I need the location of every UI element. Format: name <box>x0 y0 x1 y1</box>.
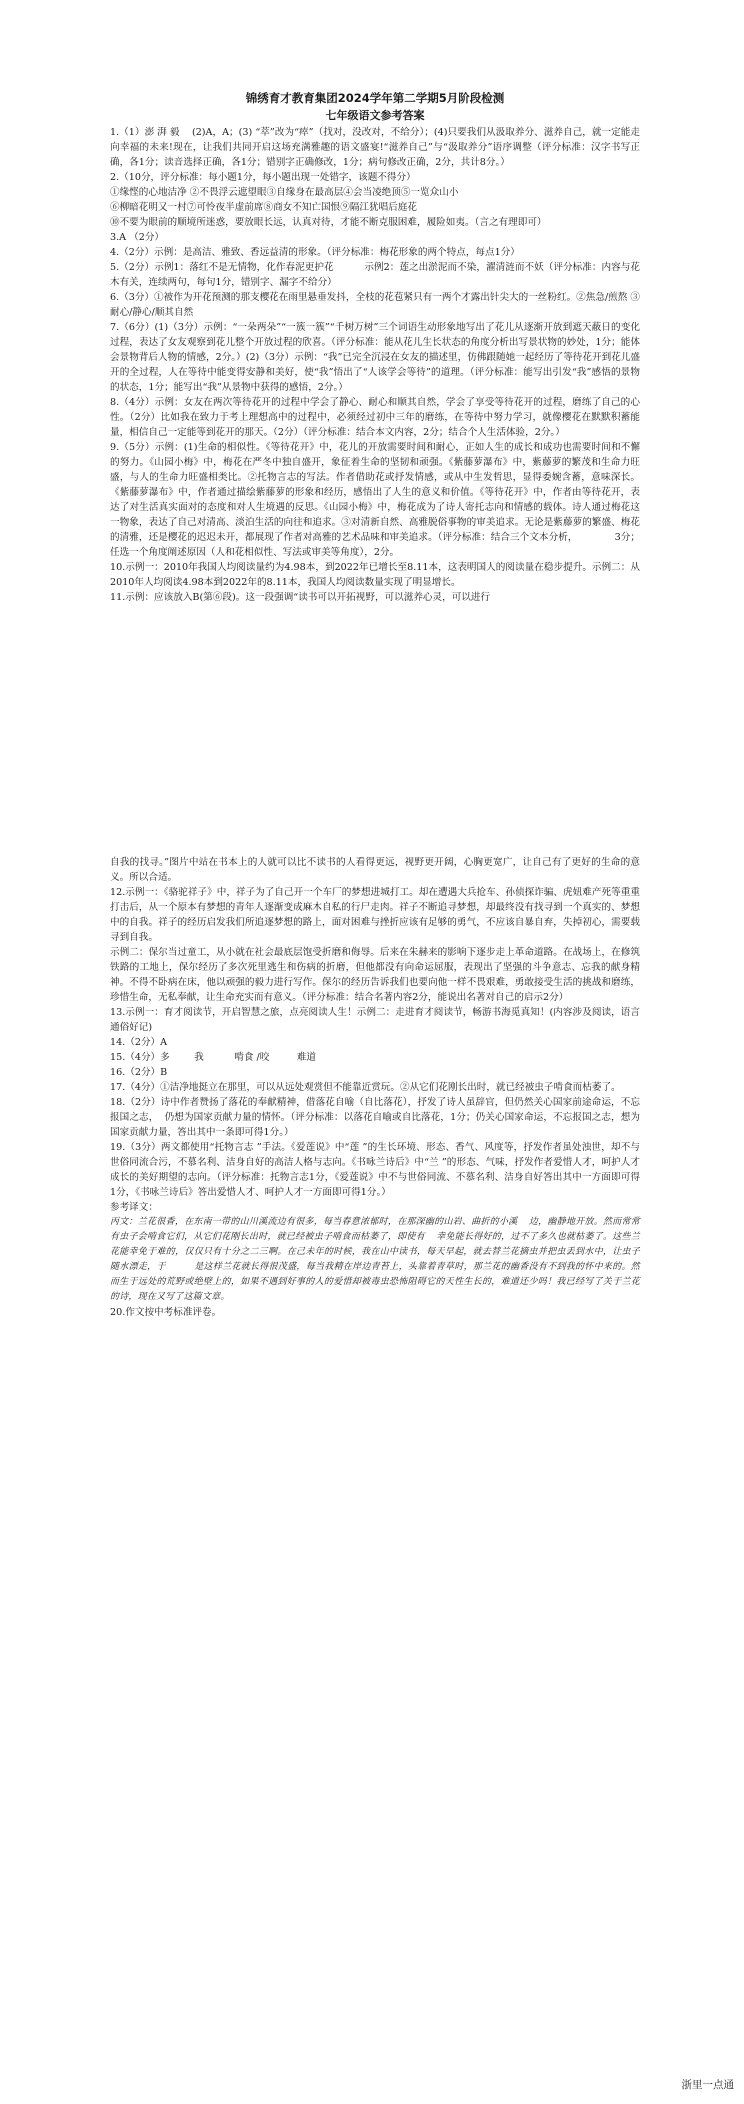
answer-12-example-2: 示例二：保尔当过童工，从小就在社会最底层饱受折磨和侮辱。后来在朱赫来的影响下逐步走上革命道路。在战场上，在修筑铁路的工地上，保尔经历了多次死里逃生和伤病的折磨，但他都没有向命运屈服，表现出了坚强的斗争意志、忘我的献身精神。不得不卧病在床，他以顽强的毅力进行写作。保尔的经历告诉我们也要向他一样不畏艰难，勇敢接受生活的挑战和磨练，珍惜生命，无私奉献，让生命充实而有意义。（评分标准：结合名著内容2分，能说出名著对自己的启示2分） <box>110 947 640 1003</box>
answer-17: 17.（4分）①洁净地挺立在那里，可以从远处观赏但不能靠近赏玩。②从它们花刚长出时，就已经被虫子啃食而枯萎了。 <box>110 1082 621 1093</box>
answer-6: 6.（3分）①被作为开花预测的那支樱花在雨里悬垂发抖，全枝的花苞紧只有一两个才露出针尖大的一丝粉红。②焦急/煎熬 ③耐心/静心/顺其自然 <box>110 292 641 318</box>
answer-2: 2.（10分，评分标准：每小题1分，每小题出现一处错字，该题不得分） ①缘悭的心地洁净 ②不畏浮云遮望眼③自缘身在最高层④会当凌绝顶⑤一览众山小 ⑥柳暗花明又一村⑦可怜夜半虚前席⑧商女不知亡国恨⑨隔江犹唱后庭花 ⑩不要为眼前的顺境所迷惑，要放眼长远，认真对待，才能不断克服困难，履险如夷。（言之有理即可） <box>110 172 547 228</box>
blank-gap <box>110 605 640 855</box>
answer-16: 16.（2分）B <box>110 1067 168 1078</box>
answers-section-bottom <box>110 855 640 1320</box>
answer-12-example-1: 12.示例一：《骆驼祥子》中，祥子为了自己开一个车厂的梦想进城打工。却在遭遇大兵抢车、孙侦探诈骗、虎妞难产死等重重打击后，从一个原本有梦想的青年人逐渐变成麻木自私的行尸走肉。祥子不断追寻梦想，却最终没有找寻到一个真实的、梦想中的自我。祥子的经历启发我们所追逐梦想的路上，面对困难与挫折应该有足够的勇气，不应该自暴自弃，失掉初心，需要载寻到自我。 <box>110 887 640 943</box>
answer-8: 8.（4分）示例：女友在两次等待花开的过程中学会了静心、耐心和顺其自然，学会了享受等待花开的过程，磨练了自己的心性。（2分）比如我在致力于考上理想高中的过程中，必须经过初中三年的磨练，在等待中努力学习，就像樱花在默默积蓄能量，相信自己一定能等到花开的那天。（2分）（评分标准：结合本文内容，2分；结合个人生活体验，2分。） <box>110 397 640 438</box>
answer-10: 10.示例一：2010年我国人均阅读量约为4.98本，到2022年已增长至8.11本，这表明国人的阅读量在稳步提升。示例二：从2010年人均阅读4.98本到2022年的8.11本，我国人均阅读数量实现了明显增长。 <box>110 562 640 588</box>
answer-4: 4.（2分）示例：是高洁、雅致、香远益清的形象。（评分标准：梅花形象的两个特点，每点1分） <box>110 247 520 258</box>
answer-11-end: 自我的找寻。”图片中站在书本上的人就可以比不读书的人看得更远，视野更开阔，心胸更宽广，让自己有了更好的生命的意义。所以合适。 <box>110 857 640 883</box>
document-subtitle: 七年级语文参考答案 <box>325 109 425 122</box>
answer-7: 7.（6分）(1)（3分）示例：“一朵两朵”“一簇一簇”“千树万树”三个词语生动形象地写出了花儿从逐渐开放到遮天蔽日的变化过程，表达了女友观察到花儿整个开放过程的欣喜。（评分标准：能从花儿生长状态的角度分析出写景状物的妙处，1分；能体会景物背后人物的情感，2分。）(2)（3分）示例：“我”已完全沉浸在女友的描述里，仿佛跟随她一起经历了等待花开到花儿盛开的全过程，人在等待中能变得安静和美好，使“我”悟出了“人该学会等待”的道理。（评分标准：能写出引发“我”感悟的景物的状态，1分；能写出“我”从景物中获得的感悟，2分。） <box>110 322 640 393</box>
answer-11-start: 11.示例：应该放入B(第⑥段)。这一段强调“读书可以开拓视野，可以滋养心灵，可以进行 <box>110 592 491 603</box>
answer-5: 5.（2分）示例1：落红不是无情物，化作春泥更护花 示例2：莲之出淤泥而不染，濯清涟而不妖（评分标准：内容与花木有关，连续两句，每句1分，错别字、漏字不给分） <box>110 262 640 288</box>
watermark-text: 浙里一点通 <box>681 2079 734 2091</box>
document-title: 锦绣育才教育集团2024学年第二学期5月阶段检测 <box>245 91 505 105</box>
answer-14: 14.（2分）A <box>110 1037 168 1048</box>
answer-19: 19.（3分）两文都使用“托物言志 ”手法。《爱莲说》中“莲 ”的生长环境、形态、香气、风度等，抒发作者虽处浊世，却不与世俗同流合污，不慕名利、洁身自好的高洁人格与志向。《书咏兰诗后》中“兰 ”的形态、气味，抒发作者爱惜人才，呵护人才成长的美好期望的志向。（评分标准：托物言志1分，《爱莲说》中不与世俗同流、不慕名利、洁身自好答出其中一方面即可得1分，《书咏兰诗后》答出爱惜人才、呵护人才一方面即可得1分。） <box>110 1142 640 1198</box>
answer-sheet <box>110 90 640 1320</box>
answer-15: 15.（4分）多 我 啃食 /咬 难道 <box>110 1052 316 1063</box>
answer-1: 1.（1）澎 湃 毅 (2)A，A；(3) “萃”改为“瘁”（找对，没改对，不给分）；(4)只要我们从汲取养分、滋养自己，就一定能走向幸福的未来!现在，让我们共同开启这场充满雅趣的语文盛宴!“滋养自己”与“汲取养分”语序调整（评分标准：汉字书写正确，各1分；读音选择正确，各1分；错别字正确修改，1分；病句修改正确，2分，共计8分。） <box>110 127 640 168</box>
answer-3: 3.A （2分） <box>110 232 165 243</box>
answer-20: 20.作文按中考标准评卷。 <box>110 1307 222 1318</box>
answer-9: 9.（5分）示例：(1)生命的相似性。《等待花开》中，花儿的开放需要时间和耐心，正如人生的成长和成功也需要时间和不懈的努力。《山园小梅》中，梅花在严冬中独自盛开，象征着生命的坚韧和顽强。《紫藤萝瀑布》中，紫藤萝的繁茂和生命力旺盛，与人的生命力旺盛相类比。②托物言志的写法。作者借助花或抒发情感，或从中生发哲思，显得委婉含蓄，意味深长。《紫藤萝瀑布》中，作者通过描绘紫藤萝的形象和经历，感悟出了人生的意义和价值。《等待花开》中，作者由等待花开，表达了对生活真实面对的态度和对人生境遇的反思。《山园小梅》中，梅花成为了诗人寄托志向和情感的载体。诗人通过梅花这一物象，表达了自己对清高、淡泊生活的向往和追求。③对清新自然、高雅脱俗事物的审美追求。无论是紫藤萝的繁盛、梅花的清雅，还是樱花的迟迟未开，都展现了作者对高雅的艺术品味和审美追求。（评分标准：结合三个文本分析， 3分；任选一个角度阐述原因（人和花相似性、写法或审美等角度），2分。 <box>110 442 640 558</box>
answers-section-top <box>110 125 640 605</box>
translation-text: 丙文：兰花很香，在东南一带的山川溪流边有很多，每当春意浓郁时，在那深幽的山岩、曲折的小溪 边，幽静地开放。然而常常有虫子会啃食它们，从它们花刚长出时，就已经被虫子啃食而枯萎了，即使有 幸免能长得好的，过不了多久也就枯萎了。这些兰花能幸免于难的，仅仅只有十分之二三啊。在己未年的时候，我在山中读书，每天早起，就去替兰花摘虫并把虫丢到水中，让虫子随水漂走，于 是这样兰花就长得很茂盛，每当我精在岸边青苔上，头靠着青草时，那兰花的幽香没有不到我的怀中来的。然而生于远处的荒野或绝壁上的，如果不遇到好事的人的爱惜却被毒虫恐怖阻碍它的天性生长的，难道还少吗！我已经写了关于兰花的诗，现在又写了这篇文章。 <box>110 1217 640 1302</box>
answer-13: 13.示例一：育才阅读节，开启智慧之旅，点亮阅读人生！示例二：走进育才阅读节，畅游书海觅真知！(内容涉及阅读，语言通俗好记) <box>110 1007 640 1033</box>
answer-18: 18.（2分）诗中作者赞扬了落花的奉献精神，借落花自喻（自比落花），抒发了诗人虽辞官，但仍然关心国家前途命运，不忘报国之志， 仍想为国家贡献力量的情怀。（评分标准：以落花自喻或自比落花，1分；仍关心国家命运，不忘报国之志，想为国家贡献力量，答出其中一条即可得1分。） <box>110 1097 640 1138</box>
translation-heading: 参考译文： <box>110 1202 158 1213</box>
